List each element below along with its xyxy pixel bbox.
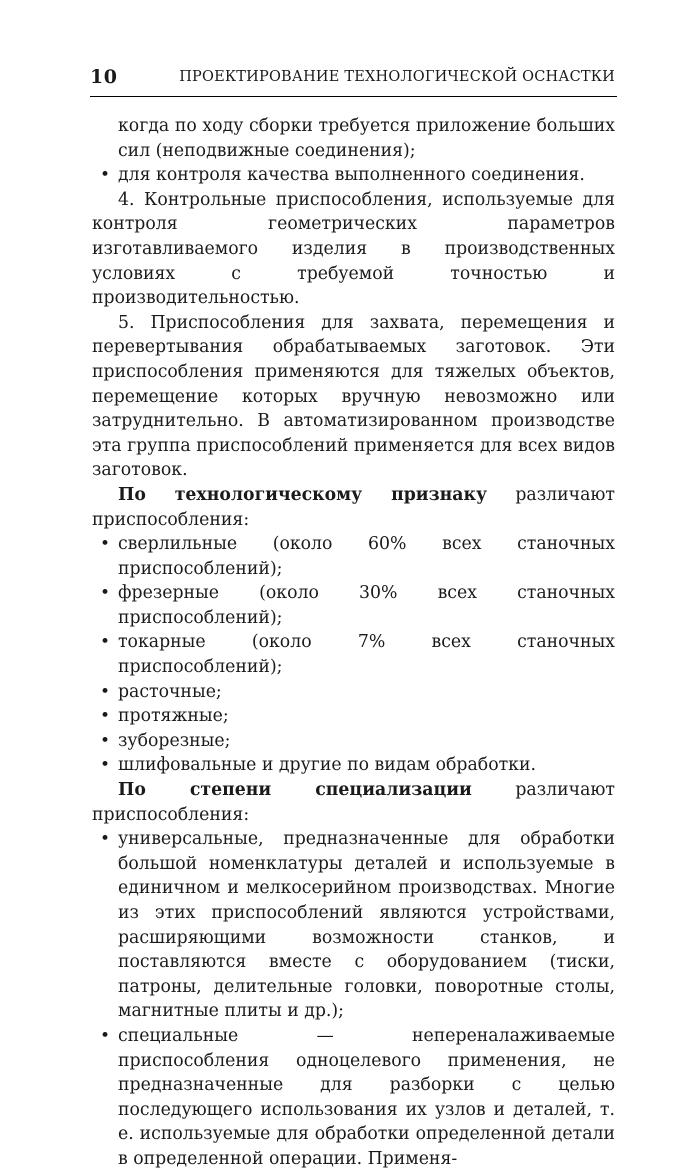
bold-term: По технологическому признаку (118, 484, 488, 505)
list-item-text: шлифовальные и другие по видам обработки. (118, 755, 536, 776)
list-item-text: расточные; (118, 681, 222, 702)
list-item-text: токарные (около 7% всех станочных приспособлений); (118, 632, 615, 678)
bullet-icon: • (100, 755, 111, 776)
list-item-text: протяжные; (118, 706, 229, 727)
bullet-icon: • (100, 534, 111, 555)
list-item (92, 827, 615, 1024)
list-item-text: фрезерные (около 30% всех станочных приспособлений); (118, 583, 615, 628)
spec-list (92, 827, 615, 1171)
spec-classification-heading (92, 778, 615, 827)
bullet-icon: • (100, 730, 111, 751)
bullet-icon: • (100, 681, 111, 702)
page-body (92, 114, 615, 1172)
paragraph-item-4: 4. Контрольные приспособления, используемые для контроля геометрических параметров изготавливаемого изделия в производственных условиях с требуемой точностью и производительностью. (92, 189, 615, 309)
list-item (92, 680, 615, 705)
list-item (92, 753, 615, 778)
running-title: ПРОЕКТИРОВАНИЕ ТЕХНОЛОГИЧЕСКОЙ ОСНАСТКИ (179, 69, 615, 85)
list-item (92, 1024, 615, 1172)
list-item-text: для контроля качества выполненного соединения. (118, 165, 585, 186)
bullet-icon: • (100, 829, 111, 850)
list-item-text: специальные — непереналаживаемые приспособления одноцелевого применения, не предназначенные для разборки с целью последующего использования их узлов и деталей, т. е. используемые для обработки определенной детали в определенной операции. Применя- (118, 1025, 615, 1169)
list-item-text: универсальные, предназначенные для обработки большой номенклатуры деталей и используемые в единичном и мелкосерийном производствах. Многие из этих приспособлений являются устройствами, расширяющими возможности станков, и поставляются вместе с оборудованием (тиски, патроны, делительные головки, поворотные столы, магнитные плиты и др.); (118, 829, 615, 1022)
list-item (92, 581, 615, 630)
page-number: 10 (90, 66, 118, 88)
page-header (90, 60, 617, 97)
bullet-icon: • (100, 165, 111, 186)
list-item (92, 729, 615, 754)
heading-rest: различают приспособления: (92, 780, 615, 825)
bullet-icon: • (100, 583, 111, 604)
bullet-icon: • (100, 632, 111, 653)
list-item-text: сверлильные (около 60% всех станочных приспособлений); (118, 534, 615, 579)
paragraph-item-5: 5. Приспособления для захвата, перемещения и перевертывания обрабатываемых заготовок. Эти приспособления применяются для тяжелых объектов, перемещение которых вручную невозможно или затруднительно. В автоматизированном производстве эта группа приспособлений применяется для всех видов заготовок. (92, 312, 615, 481)
heading-rest: различают приспособления: (92, 484, 615, 530)
list-item (92, 163, 615, 188)
tech-list (92, 532, 615, 778)
bullet-icon: • (100, 1025, 111, 1046)
bold-term: По степени специализации (118, 780, 472, 801)
list-item (92, 630, 615, 679)
list-item (92, 532, 615, 581)
list-item-text: зуборезные; (118, 730, 231, 751)
bullet-icon: • (100, 706, 111, 727)
tech-classification-heading (92, 483, 615, 532)
list-item (92, 704, 615, 729)
continued-paragraph: когда по ходу сборки требуется приложение больших сил (неподвижные соединения); (118, 116, 615, 161)
